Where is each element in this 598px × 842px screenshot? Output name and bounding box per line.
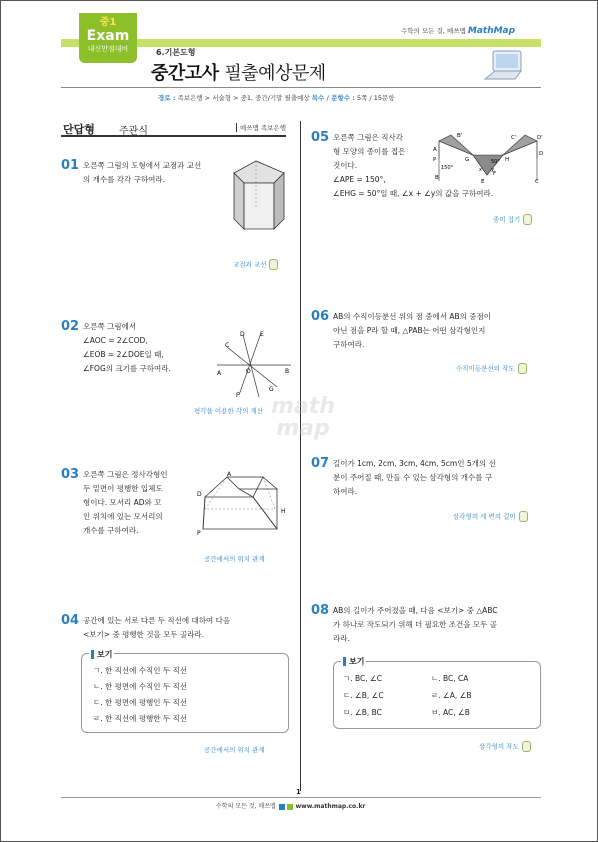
problem-number: 05 <box>311 130 330 145</box>
problem-tag <box>493 214 532 225</box>
problem-line: 오른쪽 그림은 정사각형인 <box>83 470 168 479</box>
problem-line: 가 하나로 작도되기 위해 더 필요한 조건을 모두 골 <box>333 620 497 629</box>
fig3-label-P: P <box>197 530 201 537</box>
problem-text <box>83 320 233 376</box>
fig5-label-Dprime: D' <box>537 135 543 141</box>
count-label: 목수 / 문항수 : <box>311 94 355 102</box>
badge-grade: 중1 <box>99 17 117 28</box>
tag-text: 평각을 이용한 각의 계산 <box>194 407 263 415</box>
tag-text: 삼각형의 세 변의 길이 <box>453 512 516 521</box>
fig5-label-P: P <box>433 157 437 163</box>
problem-text <box>83 468 203 538</box>
breadcrumb <box>158 93 395 102</box>
example-item: ㄹ. ∠A, ∠B <box>431 691 472 700</box>
pencil-icon <box>519 511 528 522</box>
problem-number: 01 <box>61 158 80 173</box>
problem-line: 형 모양의 종이를 접은 <box>333 147 406 156</box>
section-name: 주관식 <box>119 126 148 137</box>
fig3-label-A: A <box>227 471 232 478</box>
figure-frustum <box>197 469 291 539</box>
example-item: ㄷ. 한 평면에 평행인 두 직선 <box>93 698 187 707</box>
fig5-label-E: E <box>481 179 485 185</box>
fig5-label-x: x <box>479 167 482 173</box>
page-number: 1 <box>296 788 301 796</box>
figure-angle-lines <box>213 327 293 399</box>
footer-rule <box>61 797 541 798</box>
tag-text: 공간에서의 위치 관계 <box>204 746 265 754</box>
problem-number: 03 <box>61 467 80 482</box>
pencil-icon <box>522 741 531 752</box>
fig5-label-B: B <box>435 175 439 181</box>
page-title <box>151 59 326 85</box>
problem-tag <box>456 363 527 374</box>
problem-line: 의 개수를 각각 구하여라. <box>83 175 165 184</box>
problem-line: 길이가 1cm, 2cm, 3cm, 4cm, 5cm인 5개의 선 <box>333 459 496 468</box>
example-item: ㄱ. 한 직선에 수직인 두 직선 <box>93 666 187 675</box>
problem-line: 오른쪽 그림은 직사각 <box>333 133 403 142</box>
fig5-label-F: F <box>493 171 497 177</box>
problem-tag <box>194 406 263 415</box>
problem-number: 08 <box>311 603 330 618</box>
example-item: ㅂ. AC, ∠B <box>431 708 470 717</box>
problem-line: 구하여라. <box>333 340 365 349</box>
problem-text <box>333 457 543 499</box>
fig5-label-C: C <box>535 179 539 185</box>
box-title-text: 보기 <box>97 650 113 659</box>
box-marker <box>343 657 346 666</box>
problem-line: AB의 길이가 주어졌을 때, 다음 <보기> 중 △ABC <box>333 606 498 615</box>
watermark-line: math <box>271 394 335 419</box>
figure-folded-paper <box>433 131 543 185</box>
fig5-label-y: y <box>491 167 494 173</box>
path-label: 경로 : <box>158 94 176 102</box>
monitor-icon <box>483 49 525 83</box>
problem-line: <보기> 중 평행한 것을 모두 골라라. <box>83 630 205 639</box>
fig5-label-A: A <box>433 147 437 153</box>
problem-text <box>333 131 443 187</box>
fig2-label-C: C <box>225 342 230 349</box>
fig2-label-F: F <box>236 392 240 399</box>
brand-logo: MathMap <box>467 26 516 36</box>
fig5-angle-150: 150° <box>441 165 454 171</box>
problem-line: 라라. <box>333 634 350 643</box>
problem-line: ∠EOB = 2∠DOE일 때, <box>83 350 164 359</box>
problem-tag <box>204 745 265 754</box>
section-header <box>61 119 286 137</box>
example-box-title <box>341 656 366 667</box>
problem-line: 형이다. 모서리 AD와 꼬 <box>83 498 162 507</box>
footer-url[interactable]: www.mathmap.co.kr <box>295 803 366 810</box>
problem-text-cont: ∠EHG = 50°일 때, ∠x + ∠y의 값을 구하여라. <box>333 189 494 198</box>
problem-text <box>83 614 293 642</box>
fig2-label-B: B <box>285 368 290 375</box>
exam-badge <box>79 13 137 63</box>
header-rule <box>61 87 541 88</box>
problem-line: 하여라. <box>333 487 358 496</box>
fig5-angle-50: 50° <box>491 159 500 165</box>
problem-line: 오른쪽 그림에서 <box>83 322 137 331</box>
problem-line: 개수를 구하여라. <box>83 526 139 535</box>
problem-line: 아닌 점을 P라 할 때, △PAB는 어떤 삼각형인지 <box>333 326 486 335</box>
example-item: ㄴ. BC, CA <box>431 674 469 683</box>
problem-tag <box>453 511 528 522</box>
problem-line: 두 밑면이 평행한 입체도 <box>83 484 163 493</box>
chapter-label: 6.기본도형 <box>156 48 196 57</box>
problem-text <box>333 604 543 646</box>
problem-line: 공간에 있는 서로 다른 두 직선에 대하여 다음 <box>83 616 231 625</box>
fig5-label-Cprime: C' <box>511 135 517 141</box>
tag-text: 교점과 교선 <box>233 260 267 269</box>
figure-pentagonal-prism <box>226 159 292 241</box>
problem-number: 04 <box>61 613 80 628</box>
section-source: 매쓰맵 족보은행 <box>236 123 286 132</box>
problem-line: AB의 수직이등분선 위의 점 중에서 AB의 중점이 <box>333 312 492 321</box>
section-type: 단답형 <box>63 123 95 136</box>
watermark-line: map <box>276 416 330 441</box>
fig2-label-A: A <box>217 370 222 377</box>
fig2-label-E: E <box>260 331 264 338</box>
footer <box>216 801 365 810</box>
example-box-title <box>89 649 114 660</box>
count-value: 5쪽 / 15문항 <box>356 94 395 102</box>
tag-text: 공간에서의 위치 관계 <box>204 555 265 563</box>
title-rest: 필출예상문제 <box>224 63 326 84</box>
watermark <box>271 396 335 440</box>
problem-tag <box>204 554 265 563</box>
problem-line: 인 위치에 있는 모서리의 <box>83 512 163 521</box>
problem-line: 분이 주어질 때, 만들 수 있는 삼각형의 개수를 구 <box>333 473 493 482</box>
problem-tag <box>479 741 531 752</box>
pencil-icon <box>523 214 532 225</box>
fig5-label-H: H <box>505 157 510 163</box>
example-item: ㅁ. ∠B, BC <box>343 708 382 717</box>
problem-line: 오른쪽 그림의 도형에서 교점과 교선 <box>83 161 202 170</box>
problem-number: 06 <box>311 309 330 324</box>
header-tagline <box>401 26 515 36</box>
footer-square-icon <box>287 804 293 810</box>
tag-text: 수직이등분선의 작도 <box>456 364 515 373</box>
badge-sub: 내신만점대비 <box>87 45 129 53</box>
example-item: ㄴ. 한 평면에 수직인 두 직선 <box>93 682 187 691</box>
problem-text <box>333 310 543 352</box>
path-value: 족보은행 > 서술형 > 중1, 중간/기말 필출예상 <box>177 94 310 102</box>
example-item: ㄱ. BC, ∠C <box>343 674 382 683</box>
tag-text: 삼각형의 작도 <box>479 742 519 751</box>
tag-text: 종이 접기 <box>493 215 521 224</box>
problem-line: ∠APE = 150°, <box>333 175 386 184</box>
column-divider <box>300 121 301 791</box>
problem-tag <box>233 259 278 270</box>
fig5-label-D: D <box>539 151 543 157</box>
fig3-label-H: H <box>281 508 286 515</box>
problem-line: 것이다. <box>333 161 358 170</box>
example-item: ㄹ. 한 직선에 평행한 두 직선 <box>93 714 187 723</box>
problem-text <box>83 159 233 187</box>
problem-number: 02 <box>61 319 80 334</box>
pencil-icon <box>518 363 527 374</box>
fig5-label-Bprime: B' <box>457 133 463 139</box>
fig3-label-D: D <box>197 491 202 498</box>
title-bold: 중간고사 <box>151 63 219 84</box>
tagline-text: 수학의 모든 것, 매쓰맵 <box>401 27 466 35</box>
fig5-label-G: G <box>465 157 470 163</box>
badge-exam: Exam <box>86 28 130 44</box>
footer-square-icon <box>279 804 285 810</box>
problem-number: 07 <box>311 456 330 471</box>
example-item: ㄷ. ∠B, ∠C <box>343 691 384 700</box>
box-title-text: 보기 <box>349 657 365 666</box>
pencil-icon <box>269 259 278 270</box>
fig2-label-O: O <box>246 368 251 375</box>
problem-line: ∠FOG의 크기를 구하여라. <box>83 364 171 373</box>
box-marker <box>91 650 94 659</box>
footer-text: 수학의 모든 것, 매쓰맵 <box>216 803 276 810</box>
problem-line: ∠AOC = 2∠COD, <box>83 336 148 345</box>
fig2-label-G: G <box>269 386 274 393</box>
fig2-label-D: D <box>240 331 245 338</box>
